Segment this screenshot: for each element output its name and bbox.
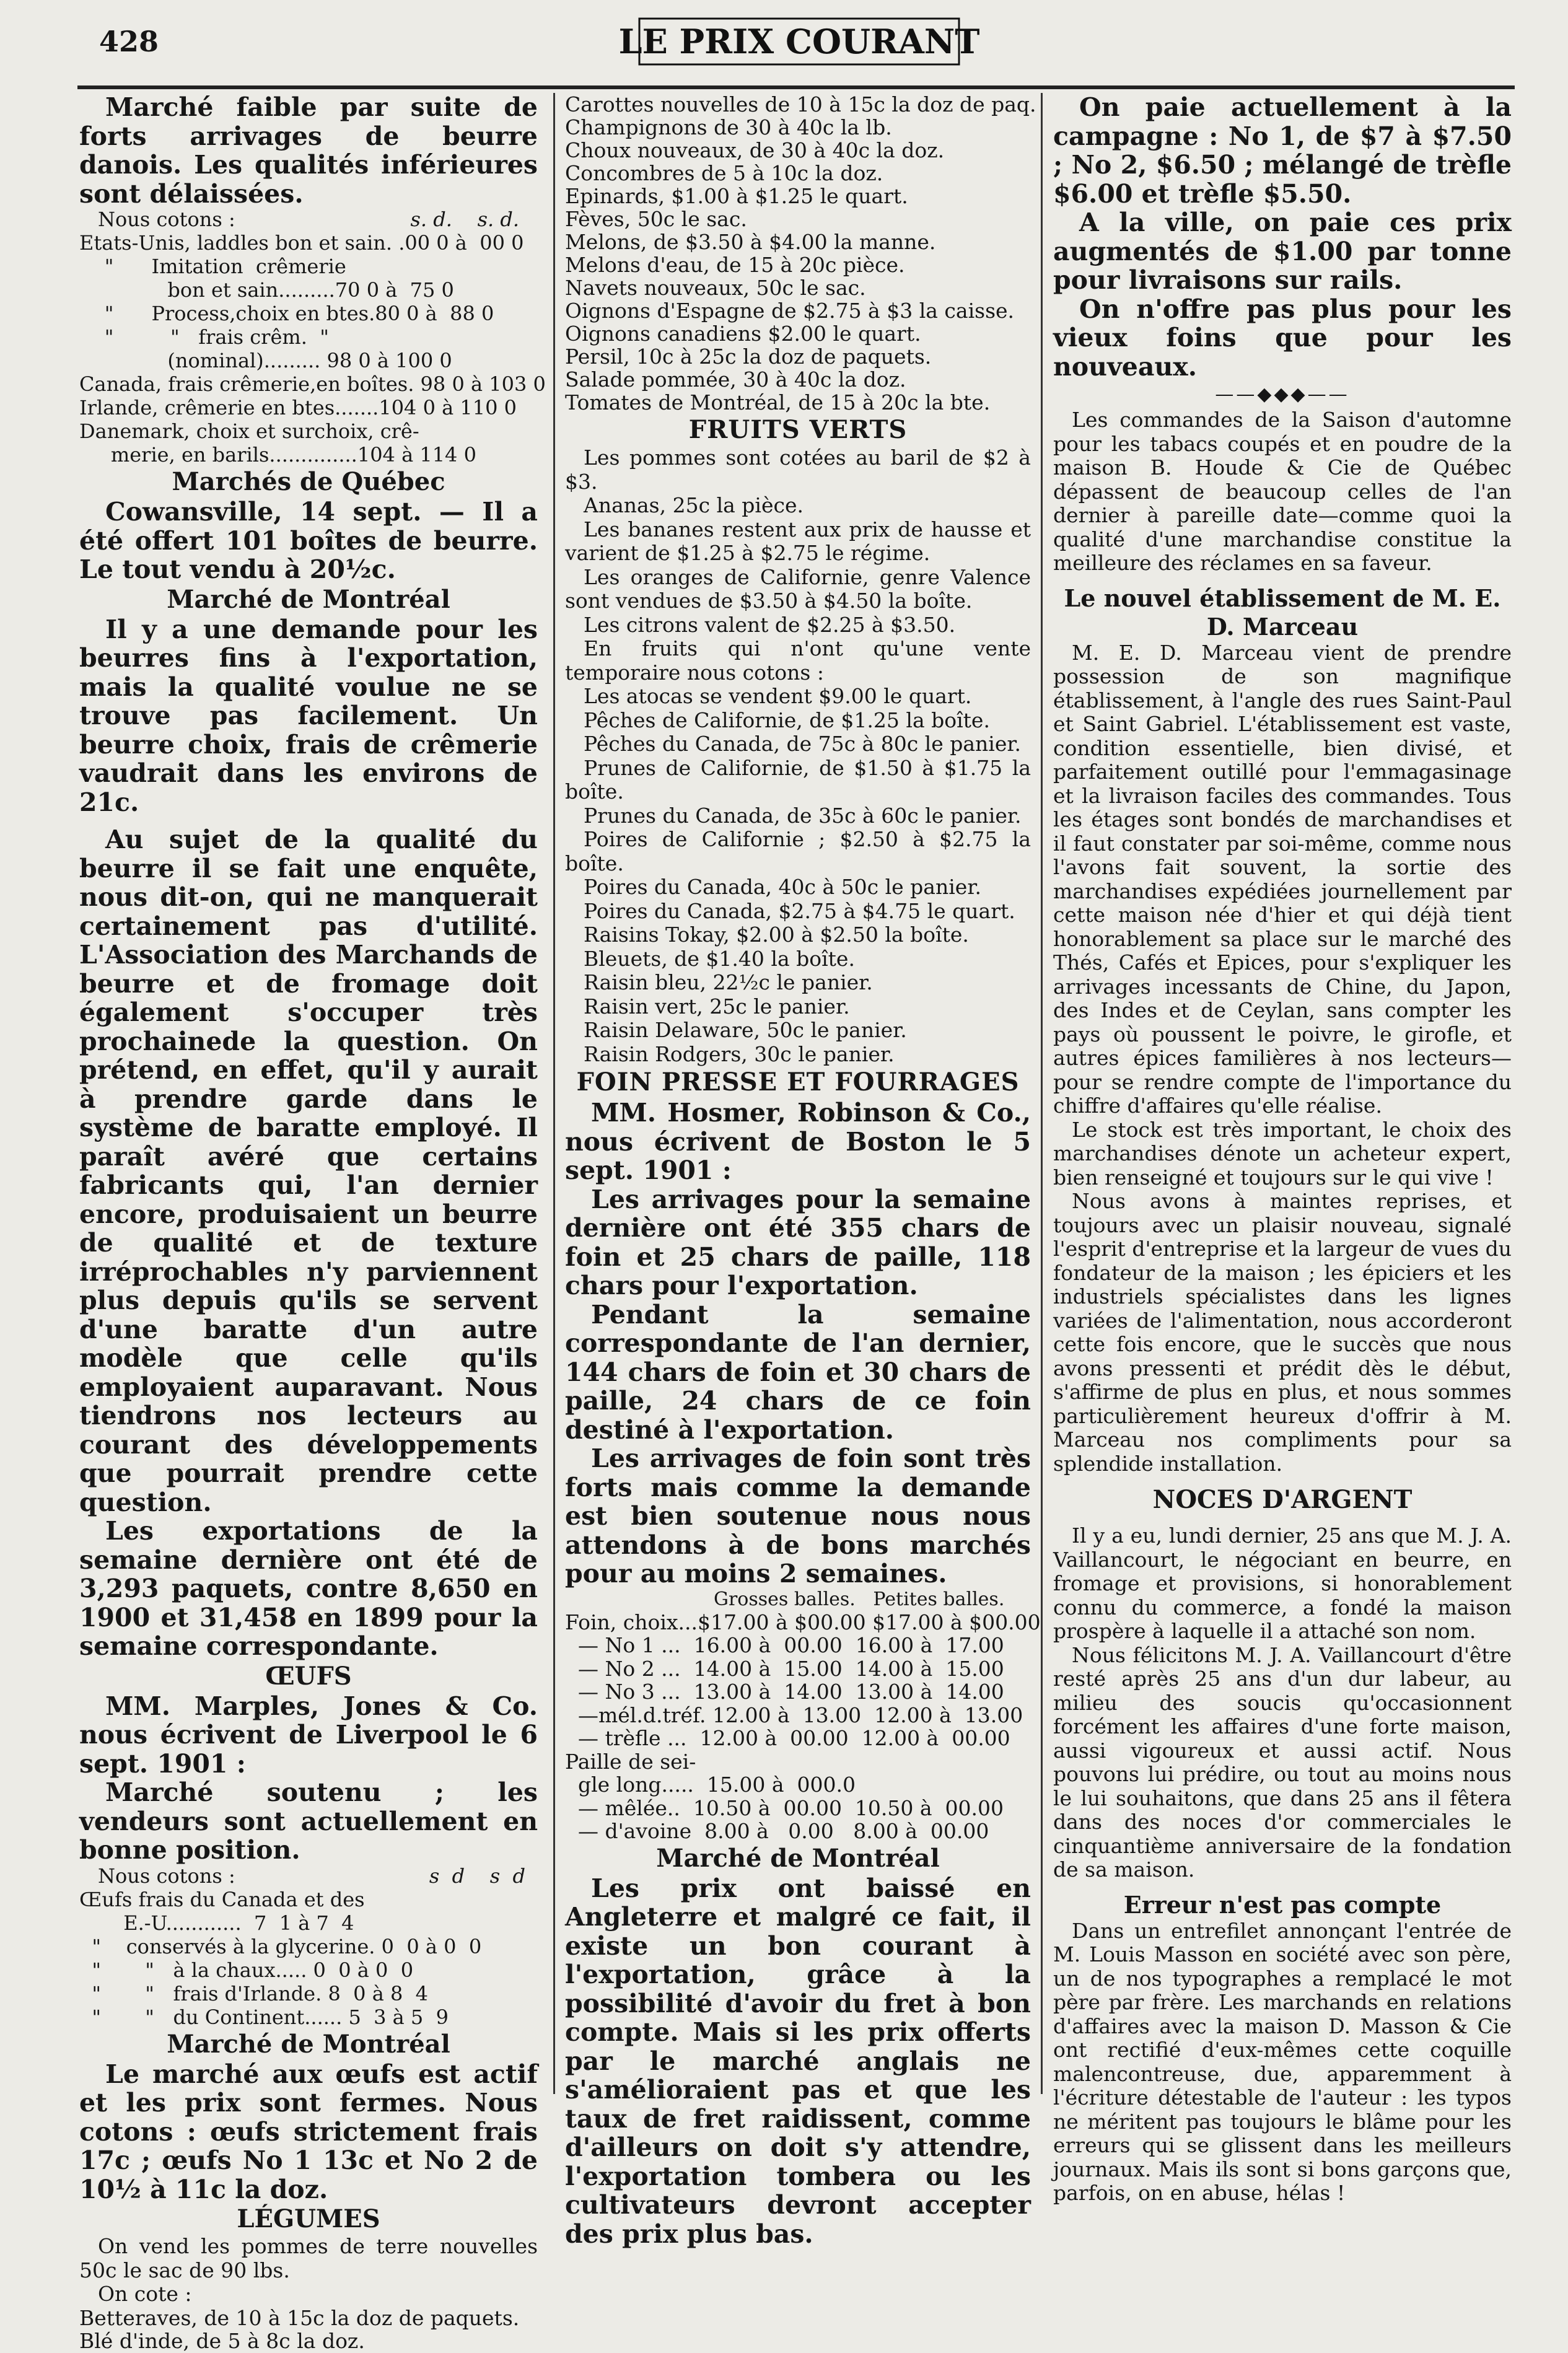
legumes-paragraph: On vend les pommes de terre nouvelles 50c le sac de 90 lbs.	[79, 2234, 538, 2282]
list-item: Melons, de $3.50 à $4.00 la manne.	[565, 230, 936, 254]
forts-arrivages-paragraph: Les arrivages de foin sont très forts mais comme la demande est bien soutenue nous nous attendons à de bons marchés pour au moins 2 semaines.	[565, 1444, 1031, 1588]
table-row: Foin, choix...$17.00 à $00.00 $17.00 à $00.00	[565, 1610, 1041, 1634]
fruit-list	[565, 446, 1031, 1066]
price-row: Danemark, choix et surchoix, crê-	[79, 419, 419, 443]
list-item: Epinards, $1.00 à $1.25 le quart.	[565, 184, 908, 208]
hosmer-paragraph: MM. Hosmer, Robinson & Co., nous écrivent de Boston le 5 sept. 1901 :	[565, 1098, 1031, 1185]
list-item: Choux nouveaux, de 30 à 40c la doz.	[565, 138, 945, 162]
marples-paragraph: MM. Marples, Jones & Co. nous écrivent de Liverpool le 6 sept. 1901 :	[79, 1691, 538, 1779]
ornament-divider: ——◆◆◆——	[1215, 383, 1350, 405]
list-item: Oignons canadiens $2.00 le quart.	[565, 322, 921, 346]
list-item: Persil, 10c à 25c la doz de paquets.	[565, 344, 932, 369]
arrivages-paragraph: Les arrivages pour la semaine dernière ont été 355 chars de foin et 25 chars de paille, 118 chars pour l'exportation.	[565, 1184, 1031, 1300]
list-item: Bleuets, de $1.40 la boîte.	[584, 946, 855, 971]
ville-paragraph: A la ville, on paie ces prix augmentés de $1.00 par tonne pour livraisons sur rails.	[1053, 208, 1512, 295]
list-item: Betteraves, de 10 à 15c la doz de paquets.	[79, 2305, 520, 2330]
cotons-units: s. d. s. d.	[410, 208, 519, 231]
list-item: Raisin vert, 25c le panier.	[584, 994, 850, 1019]
list-item: Pêches de Californie, de $1.25 la boîte.	[584, 708, 990, 732]
list-item: Oignons d'Espagne de $2.75 à $3 la caisse.	[565, 299, 1015, 323]
list-item: Pêches du Canada, de 75c à 80c le panier.	[584, 732, 1022, 756]
price-row: " " à la chaux..... 0 0 à 0 0	[79, 1958, 414, 1982]
feed-table-header: Grosses balles. Petites balles.	[714, 1588, 1005, 1610]
egg-cotons-header	[79, 1865, 538, 1888]
egg-market-paragraph: Marché soutenu ; les vendeurs sont actuellement en bonne position.	[79, 1777, 538, 1865]
marceau-paragraph: M. E. D. Marceau vient de prendre possession de son magnifique établissement, à l'angle des rues Saint-Paul et Saint Gabriel. L'établissement est vaste, condition essentielle, bien divisé, et parfaitement outillé pour l'emmagasinage et la livraison faciles des commandes. Tous les étages sont bondés de marchandises et il faut constater par soi-même, comme nous l'avons fait souvent, la sortie des marchandises expédiées journellement par cette maison née d'hier et qui déjà tient honorablement sa place sur le marché des Thés, Cafés et Epices, pour s'expliquer les arrivages incessants de Chine, du Japon, des Indes et de Ceylan, sans compter les pays où poussent le poivre, le girofle, et autres épices familières à nos lecteurs—pour se rendre compte de l'importance du chiffre d'affaires qu'elle réalise.	[1053, 640, 1512, 1118]
table-row: gle long..... 15.00 à 000.0	[565, 1772, 856, 1797]
price-row: " Process,choix en btes.80 0 à 88 0	[79, 302, 494, 325]
feed-price-table	[565, 1610, 1041, 1843]
section-heading: ŒUFS	[265, 1661, 352, 1691]
section-heading: Erreur n'est pas compte	[1123, 1890, 1442, 1919]
butter-inquiry-paragraph: Au sujet de la qualité du beurre il se fait une enquête, nous dit-on, qui ne manquerait certainement pas d'utilité. L'Association des Marchands de beurre et de fromage doit également s'occuper très prochainede la question. On prétend, en effet, qu'il y aurait à prendre garde dans le système de baratte employé. Il paraît avéré que certains fabricants qui, l'an dernier encore, produisaient un beurre de qualité et de texture irréprochables n'y parviennent plus depuis qu'ils se servent d'une baratte d'un autre modèle que celle qu'ils employaient auparavant. Nous tiendrons nos lecteurs au courant des développements que pourrait prendre cette question.	[79, 825, 538, 1517]
list-item: Raisin bleu, 22½c le panier.	[584, 970, 873, 994]
list-item: Carottes nouvelles de 10 à 15c la doz de paq.	[565, 92, 1036, 116]
column-1	[79, 92, 546, 2353]
price-row: Canada, frais crêmerie,en boîtes. 98 0 à 103 0	[79, 372, 546, 396]
campagne-paragraph: On paie actuellement à la campagne : No 1, de $7 à $7.50 ; No 2, $6.50 ; mélangé de trèfle $6.00 et trèfle $5.50.	[1053, 92, 1512, 209]
montreal-eggs-paragraph: Le marché aux œufs est actif et les prix sont fermes. Nous cotons : œufs strictement frais 17c ; œufs No 1 13c et No 2 de 10½ à 11c la doz.	[79, 2059, 538, 2204]
houde-paragraph: Les commandes de la Saison d'automne pour les tabacs coupés et en poudre de la maison B. Houde & Cie de Québec dépassent de beaucoup celles de l'an dernier à pareille date—comme quoi la qualité d'une marchandise constitue la meilleure des réclames en sa faveur.	[1053, 408, 1512, 575]
list-item: Salade pommée, 30 à 40c la doz.	[565, 367, 906, 392]
price-row: (nominal)......... 98 0 à 100 0	[79, 349, 452, 372]
montreal-hay-paragraph: Les prix ont baissé en Angleterre et malgré ce fait, il existe un bon courant à l'exportation, grâce à la possibilité d'avoir du fret à bon compte. Mais si les prix offerts par le marché anglais ne s'amélioraient pas et que les taux de fret raidissent, comme d'ailleurs on doit s'y attendre, l'exportation tombera ou les cultivateurs devront accepter des prix plus bas.	[565, 1873, 1031, 2249]
exports-paragraph: Les exportations de la semaine dernière ont été de 3,293 paquets, contre 8,650 en 1900 et 31,458 en 1899 pour la semaine correspondante.	[79, 1516, 538, 1661]
table-row: — d'avoine 8.00 à 0.00 8.00 à 00.00	[565, 1819, 989, 1843]
list-item: Poires de Californie ; $2.50 à $2.75 la boîte.	[565, 827, 1031, 875]
table-row: —mél.d.tréf. 12.00 à 13.00 12.00 à 13.00	[565, 1702, 1023, 1727]
list-item: Ananas, 25c la pièce.	[584, 493, 804, 517]
cotons-units: s d s d	[429, 1864, 525, 1888]
cowansville-paragraph: Cowansville, 14 sept. — Il a été offert 101 boîtes de beurre. Le tout vendu à 20½c.	[79, 497, 538, 584]
price-row: " Imitation crêmerie	[79, 255, 346, 278]
erreur-paragraph: Dans un entrefilet annonçant l'entrée de M. Louis Masson en société avec son père, un de nos typographes a remplacé le mot père par frère. Les marchands en relations d'affaires avec la maison D. Masson & Cie ont rectifié d'eux-mêmes cette coquille malencontreuse, due, apparemment à l'écriture détestable de l'auteur : les typos ne méritent pas toujours le blâme pour les erreurs qui se glissent dans les meilleurs journaux. Mais ils sont si bons garçons que, parfois, on en abuse, hélas !	[1053, 1918, 1512, 2205]
table-row: — No 1 ... 16.00 à 00.00 16.00 à 17.00	[565, 1633, 1004, 1657]
vegetable-list	[79, 2307, 538, 2352]
cotons-label: Nous cotons :	[98, 208, 235, 231]
cotons-label: Nous cotons :	[98, 1864, 235, 1888]
section-heading: LÉGUMES	[237, 2204, 380, 2233]
list-item: Les pommes sont cotées au baril de $2 à $3.	[565, 445, 1031, 494]
column-divider	[1041, 93, 1043, 2094]
price-row: E.-U............ 7 1 à 7 4	[79, 1911, 354, 1935]
list-item: Raisin Rodgers, 30c le panier.	[584, 1041, 895, 1066]
page-number: 428	[99, 25, 159, 58]
price-row: " conservés à la glycerine. 0 0 à 0 0	[79, 1934, 482, 1958]
montreal-butter-paragraph: Il y a une demande pour les beurres fins à l'exportation, mais la qualité voulue ne se trouve pas facilement. Un beurre choix, frais de crêmerie vaudrait dans les environs de 21c.	[79, 614, 538, 817]
marceau-paragraph: Le stock est très important, le choix des marchandises dénote un acheteur expert, bien renseigné et toujours sur le qui vive !	[1053, 1117, 1512, 1190]
list-item: Concombres de 5 à 10c la doz.	[565, 161, 883, 185]
pendant-paragraph: Pendant la semaine correspondante de l'an dernier, 144 chars de foin et 30 chars de paille, 24 chars de ce foin destiné à l'exportation.	[565, 1299, 1031, 1445]
butter-market-intro: Marché faible par suite de forts arrivages de beurre danois. Les qualités inférieures sont délaissées.	[79, 92, 538, 209]
section-heading: FOIN PRESSE ET FOURRAGES	[576, 1067, 1020, 1097]
column-divider	[553, 93, 555, 2094]
vegetable-list-continued	[565, 92, 1036, 414]
column-3	[1053, 92, 1512, 2205]
butter-cotons-header	[79, 208, 538, 231]
price-row: Irlande, crêmerie en btes.......104 0 à 110 0	[79, 396, 517, 419]
list-item: Les oranges de Californie, genre Valence sont vendues de $3.50 à $4.50 la boîte.	[565, 564, 1031, 613]
list-item: Les atocas se vendent $9.00 le quart.	[584, 684, 972, 708]
section-heading: Marché de Montréal	[656, 1843, 940, 1873]
section-heading: Marchés de Québec	[172, 467, 445, 496]
list-item: Melons d'eau, de 15 à 20c pièce.	[565, 253, 905, 277]
table-row: — No 3 ... 13.00 à 14.00 13.00 à 14.00	[565, 1680, 1004, 1704]
table-row: — No 2 ... 14.00 à 15.00 14.00 à 15.00	[565, 1656, 1004, 1681]
column-2	[565, 92, 1041, 2249]
section-heading: FRUITS VERTS	[688, 415, 908, 444]
list-item: Prunes de Californie, de $1.50 à $1.75 la boîte.	[565, 755, 1031, 804]
price-row: merie, en barils..............104 à 114 0	[79, 443, 476, 467]
price-row: bon et sain.........70 0 à 75 0	[79, 278, 454, 302]
price-row: " " frais d'Irlande. 8 0 à 8 4	[79, 1981, 428, 2005]
list-item: Raisin Delaware, 50c le panier.	[584, 1018, 907, 1042]
list-item: Raisins Tokay, $2.00 à $2.50 la boîte.	[584, 922, 969, 947]
noces-paragraph: Nous félicitons M. J. A. Vaillancourt d'être resté après 25 ans d'un dur labeur, au milieu des soucis qu'occasionnent forcément les affaires d'une forte maison, aussi vigoureux et aussi actif. Nous pouvons lui prédire, ou tout au moins nous le lui souhaitons, que dans 25 ans il fêtera dans des noces d'or commerciales le cinquantième anniversaire de la fondation de sa maison.	[1053, 1642, 1512, 1882]
list-item: Poires du Canada, $2.75 à $4.75 le quart.	[584, 898, 1015, 923]
noces-paragraph: Il y a eu, lundi dernier, 25 ans que M. J. A. Vaillancourt, le négociant en beurre, en fromage et provisions, si honorablement connu du commerce, a fondé la maison prospère à laquelle il a attaché son nom.	[1053, 1523, 1512, 1643]
masthead-logo-graphic	[618, 14, 980, 69]
section-heading: NOCES D'ARGENT	[1152, 1485, 1413, 1514]
price-row: Œufs frais du Canada et des	[79, 1887, 365, 1911]
marceau-paragraph: Nous avons à maintes reprises, et toujours avec un plaisir nouveau, signalé l'esprit d'entreprise et la largeur de vues du fondateur de la maison ; les épiciers et les industriels spécialistes dans les lignes variées de l'alimentation, nous accorderont cette fois encore, que le succès que nous avons pressenti et prédit dès le début, s'affirme de plus en plus, et nous sommes particulièrement heureux d'offrir à M. Marceau nos compliments pour sa splendide installation.	[1053, 1189, 1512, 1476]
list-item: Navets nouveaux, 50c le sac.	[565, 276, 866, 300]
masthead-title: LE PRIX COURANT	[618, 22, 980, 61]
section-heading: Marché de Montréal	[167, 2029, 450, 2059]
price-row: Etats-Unis, laddles bon et sain. .00 0 à 00 0	[79, 231, 524, 255]
list-item: Blé d'inde, de 5 à 8c la doz.	[79, 2328, 365, 2353]
top-rule	[77, 85, 1515, 89]
table-row: — trèfle ... 12.00 à 00.00 12.00 à 00.00	[565, 1726, 1010, 1750]
list-item: Champignons de 30 à 40c la lb.	[565, 115, 892, 139]
list-item: Les bananes restent aux prix de hausse et varient de $1.25 à $2.75 le régime.	[565, 517, 1031, 565]
price-row: " " frais crêm. "	[79, 325, 329, 349]
egg-price-table	[79, 1888, 538, 2029]
section-heading: Marché de Montréal	[167, 584, 450, 614]
masthead-logo	[618, 14, 980, 69]
price-row: " " du Continent...... 5 3 à 5 9	[79, 2005, 449, 2029]
butter-price-table	[79, 231, 546, 467]
list-item: Poires du Canada, 40c à 50c le panier.	[584, 875, 981, 899]
table-row: — mêlée.. 10.50 à 00.00 10.50 à 00.00	[565, 1795, 1004, 1820]
list-item: En fruits qui n'ont qu'une vente temporaire nous cotons :	[565, 636, 1031, 685]
section-heading: Le nouvel établissement de M. E. D. Marceau	[1064, 584, 1501, 641]
on-cote-label: On cote :	[98, 2282, 192, 2306]
list-item: Tomates de Montréal, de 15 à 20c la bte.	[565, 390, 991, 414]
list-item: Prunes du Canada, de 35c à 60c le panier.	[584, 803, 1022, 828]
list-item: Les citrons valent de $2.25 à $3.50.	[584, 612, 956, 637]
list-item: Fèves, 50c le sac.	[565, 207, 747, 231]
table-row: Paille de sei-	[565, 1749, 696, 1774]
vieux-foins-paragraph: On n'offre pas plus pour les vieux foins que pour les nouveaux.	[1053, 294, 1512, 382]
